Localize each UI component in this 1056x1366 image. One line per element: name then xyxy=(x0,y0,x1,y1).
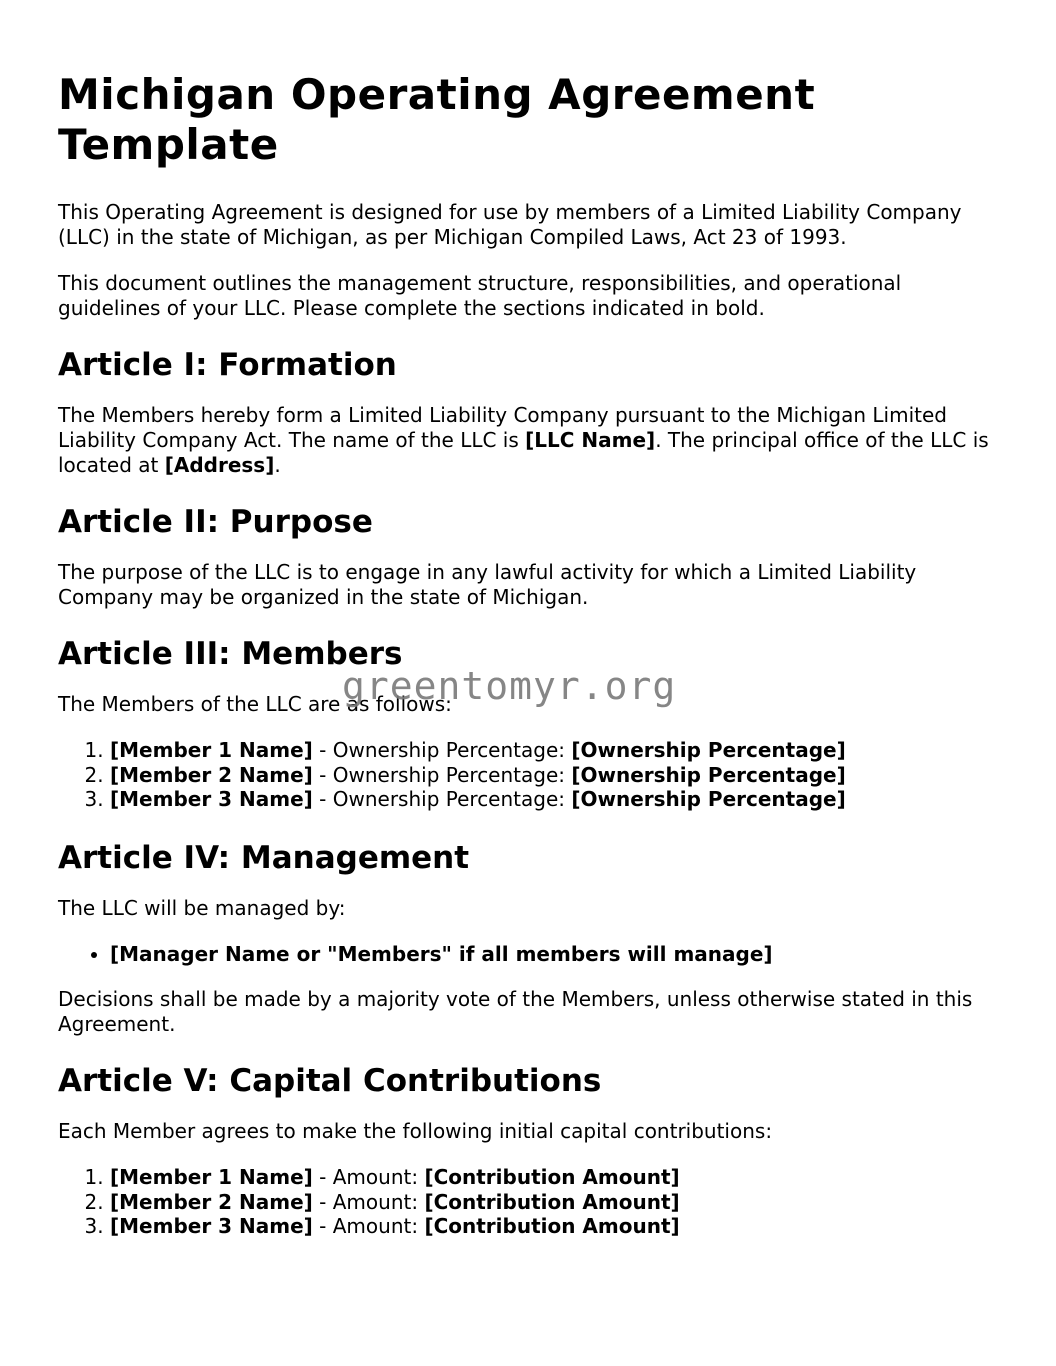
list-item xyxy=(110,1165,1008,1190)
amount-label: - Amount: xyxy=(312,1214,425,1238)
article-1-text-a: The Members hereby form a Limited Liability Company pursuant to the Michigan Limited Liability Company Act. The name of the LLC is xyxy=(58,403,947,452)
list-item xyxy=(110,942,1008,967)
article-5-text: Each Member agrees to make the following initial capital contributions: xyxy=(58,1119,773,1143)
amount-label: - Amount: xyxy=(312,1165,425,1189)
member-value: [Ownership Percentage] xyxy=(571,738,846,762)
manager-field: [Manager Name or "Members" if all members will manage] xyxy=(110,941,773,966)
member-name: [Member 2 Name] xyxy=(110,762,313,787)
page-title: Michigan Operating Agreement Template xyxy=(58,70,816,169)
list-item xyxy=(110,787,1008,812)
members-list xyxy=(58,738,1008,812)
member-name: [Member 2 Name] xyxy=(110,1189,313,1214)
article-4-text: The LLC will be managed by: xyxy=(58,895,346,920)
amount-value: [Contribution Amount] xyxy=(424,1214,680,1238)
article-3-heading: Article III: Members xyxy=(58,636,403,672)
amount-value: [Contribution Amount] xyxy=(424,1165,680,1189)
member-label: - Ownership Percentage: xyxy=(312,738,572,762)
intro-paragraph-2: This document outlines the management structure, responsibilities, and operational guidelines of your LLC. Please complete the sections indicated in bold. xyxy=(58,271,902,320)
watermark-text: greentomyr.org xyxy=(342,664,677,708)
manager-list xyxy=(58,942,1008,967)
article-2-heading: Article II: Purpose xyxy=(58,504,373,540)
member-value: [Ownership Percentage] xyxy=(571,787,846,811)
member-value: [Ownership Percentage] xyxy=(571,762,846,787)
article-3-text: The Members of the LLC are as follows: xyxy=(58,692,452,716)
member-label: - Ownership Percentage: xyxy=(312,787,572,811)
article-4-heading: Article IV: Management xyxy=(58,839,470,876)
llc-name-field: [LLC Name] xyxy=(525,428,656,452)
article-2-text: The purpose of the LLC is to engage in any lawful activity for which a Limited Liability Company may be organized in the state of Michigan. xyxy=(58,560,917,609)
amount-label: - Amount: xyxy=(312,1189,425,1214)
list-item xyxy=(110,1214,1008,1239)
article-1-text xyxy=(58,403,1008,478)
member-name: [Member 1 Name] xyxy=(110,1165,313,1189)
intro-paragraph-1: This Operating Agreement is designed for use by members of a Limited Liability Company (LLC) in the state of Michigan, as per Michigan Compiled Laws, Act 23 of 1993. xyxy=(58,200,962,249)
member-label: - Ownership Percentage: xyxy=(312,762,572,787)
list-item xyxy=(110,763,1008,788)
member-name: [Member 3 Name] xyxy=(110,1214,313,1238)
address-field: [Address] xyxy=(164,453,275,477)
member-name: [Member 1 Name] xyxy=(110,738,313,762)
article-1-heading: Article I: Formation xyxy=(58,347,397,383)
article-5-heading: Article V: Capital Contributions xyxy=(58,1063,602,1099)
list-item xyxy=(110,1190,1008,1215)
article-4-decision: Decisions shall be made by a majority vote of the Members, unless otherwise stated in this Agreement. xyxy=(58,987,973,1036)
contributions-list xyxy=(58,1165,1008,1239)
article-1-text-b: . The principal office of the LLC is located at xyxy=(58,428,989,477)
amount-value: [Contribution Amount] xyxy=(424,1189,680,1214)
list-item xyxy=(110,738,1008,763)
member-name: [Member 3 Name] xyxy=(110,787,313,811)
article-1-text-c: . xyxy=(274,453,281,477)
